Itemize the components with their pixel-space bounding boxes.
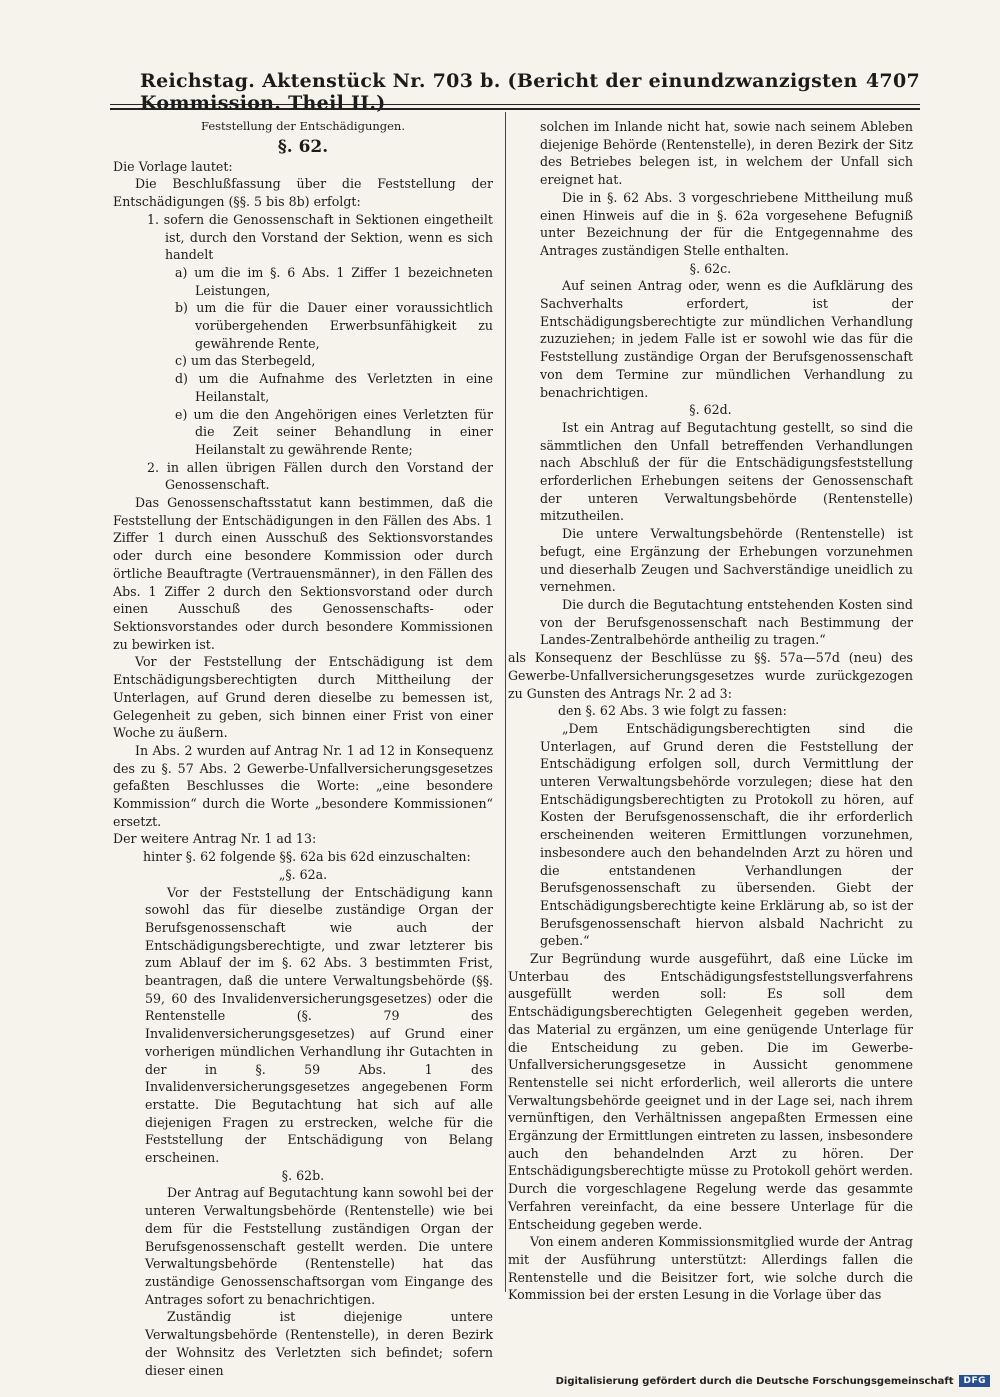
quoted-paragraph: Die untere Verwaltungsbehörde (Rentenstelle) ist befugt, eine Ergänzung der Erhebungen vorzunehmen und dieserhalb Zeugen und Sachverständige uneidlich zu vernehmen. <box>540 526 913 595</box>
text-paragraph: In Abs. 2 wurden auf Antrag Nr. 1 ad 12 in Konsequenz des zu §. 57 Abs. 2 Gewerbe-Unfallversicherungsgesetzes gefaßten Beschlusses die Worte: „eine besondere Kommission“ durch die Worte „besondere Kommissionen“ ersetzt. <box>113 742 493 829</box>
list-subitem: c) um das Sterbegeld, <box>175 353 316 369</box>
text-line: hinter §. 62 folgende §§. 62a bis 62d einzuschalten: <box>143 849 471 865</box>
list-item: 2. in allen übrigen Fällen durch den Vorstand der Genossenschaft. <box>147 459 493 493</box>
subsection-heading: §. 62d. <box>689 402 732 418</box>
running-title: Reichstag. Aktenstück Nr. 703 b. (Bericht der einundzwanzigsten Kommission. Theil II.) <box>140 70 858 114</box>
quoted-paragraph: Vor der Feststellung der Entschädigung kann sowohl das für dieselbe zuständige Organ der Berufsgenossenschaft wie auch der Entschädigungsberechtigte, und zwar letzterer bis zum Ablauf der im §. 62 Abs. 3 bestimmten Frist, beantragen, daß die untere Verwaltungsbehörde (§§. 59, 60 des Invalidenversicherungsgesetzes) oder die Rentenstelle (§. 79 des Invalidenversicherungsgesetzes) auf Grund einer vorherigen mündlichen Verhandlung ihr Gutachten in der in §. 59 Abs. 1 des Invalidenversicherungsgesetzes angegebenen Form erstatte. Die Begutachtung hat sich auf alle diejenigen Fragen zu erstrecken, welche für die Feststellung der Entschädigung von Belang erscheinen. <box>145 884 493 1166</box>
list-subitem: d) um die Aufnahme des Verletzten in eine Heilanstalt, <box>175 371 493 404</box>
quoted-paragraph: Der Antrag auf Begutachtung kann sowohl bei der unteren Verwaltungsbehörde (Rentenstelle) wie bei dem für die Feststellung zuständigen Organ der Berufsgenossenschaft gestellt werden. Die untere Verwaltungsbehörde (Rentenstelle) hat das zuständige Genossenschaftsorgan vom Eingange des Antrages sofort zu benachrichtigen. <box>145 1185 493 1307</box>
list-subitem: b) um die für die Dauer einer voraussichtlich vorübergehenden Erwerbsunfähigkeit zu gewährende Rente, <box>175 300 493 351</box>
quoted-paragraph: Die in §. 62 Abs. 3 vorgeschriebene Mittheilung muß einen Hinweis auf die in §. 62a vorgesehene Befugniß unter Bezeichnung der für die Entgegennahme des Antrages zuständigen Stelle enthalten. <box>540 189 913 258</box>
text-paragraph: Vor der Feststellung der Entschädigung ist dem Entschädigungsberechtigten durch Mittheilung der Unterlagen, auf Grund deren dieselbe zu bemessen ist, Gelegenheit zu geben, sich binnen einer Frist von einer Woche zu äußern. <box>113 654 493 741</box>
column-divider <box>505 112 506 1292</box>
page-number: 4707 <box>865 70 920 92</box>
dfg-logo: DFG <box>959 1375 990 1387</box>
list-item: 1. sofern die Genossenschaft in Sektionen eingetheilt ist, durch den Vorstand der Sektion, wenn es sich handelt <box>147 211 493 263</box>
text-line: Der weitere Antrag Nr. 1 ad 13: <box>113 831 317 847</box>
quoted-paragraph: Ist ein Antrag auf Begutachtung gestellt, so sind die sämmtlichen den Unfall betreffenden Verhandlungen nach Abschluß der für die Entschädigungsfeststellung erforderlichen Erhebungen seitens der Genossenschaft der unteren Verwaltungsbehörde (Rentenstelle) mitzutheilen. <box>540 419 913 524</box>
credit-text: Digitalisierung gefördert durch die Deutsche Forschungsgemeinschaft <box>555 1375 954 1387</box>
right-column <box>508 118 913 1304</box>
text-paragraph: Die Beschlußfassung über die Feststellung der Entschädigungen (§§. 5 bis 8b) erfolgt: <box>113 176 493 210</box>
left-column <box>113 118 493 1379</box>
quoted-paragraph: „Dem Entschädigungsberechtigten sind die Unterlagen, auf Grund deren die Feststellung der Entschädigung erfolgen soll, durch Vermittlung der unteren Verwaltungsbehörde vorzulegen; diese hat den Entschädigungsberechtigten zu Protokoll zu hören, auf Kosten der Berufsgenossenschaft, die ihr erforderlich erscheinenden weiteren Ermittlungen vorzunehmen, insbesondere auch den behandelnden Arzt zu hören und die entstandenen Verhandlungen der Berufsgenossenschaft zu übersenden. Giebt der Entschädigungsberechtigte keine Erklärung ab, so ist der Berufsgenossenschaft hiervon alsbald Nachricht zu geben.“ <box>540 720 913 949</box>
text-paragraph: Das Genossenschaftsstatut kann bestimmen, daß die Feststellung der Entschädigungen in den Fällen des Abs. 1 Ziffer 1 durch einen Ausschuß des Sektionsvorstandes oder durch eine besondere Kommission oder durch örtliche Beauftragte (Vertrauensmänner), in den Fällen des Abs. 1 Ziffer 2 durch den Sektionsvorstand oder durch einen Ausschuß des Genossenschafts- oder Sektionsvorstandes oder durch besondere Kommissionen zu bewirken ist. <box>113 495 493 652</box>
list-subitem: a) um die im §. 6 Abs. 1 Ziffer 1 bezeichneten Leistungen, <box>175 264 493 298</box>
subsection-heading: „§. 62a. <box>278 866 328 882</box>
page-header <box>140 70 920 114</box>
quoted-paragraph: Auf seinen Antrag oder, wenn es die Aufklärung des Sachverhalts erfordert, ist der Entschädigungsberechtigte zur mündlichen Verhandlung zuzuziehen; in jedem Falle ist er sowohl wie das für die Feststellung zuständige Organ der Berufsgenossenschaft von dem Termine zur mündlichen Verhandlung zu benachrichtigen. <box>540 278 913 400</box>
quoted-paragraph: solchen im Inlande nicht hat, sowie nach seinem Ableben diejenige Behörde (Rentenstelle), in deren Bezirk der Sitz des Betriebes belegen ist, in welchem der Unfall sich ereignet hat. <box>540 119 913 188</box>
section-heading: Feststellung der Entschädigungen. <box>201 119 405 133</box>
quoted-paragraph: Die durch die Begutachtung entstehenden Kosten sind von der Berufsgenossenschaft nach Bestimmung der Landes-Zentralbehörde antheilig zu tragen.“ <box>540 596 913 648</box>
list-subitem: e) um die den Angehörigen eines Verletzten für die Zeit seiner Behandlung in einer Heilanstalt zu gewährende Rente; <box>175 406 493 457</box>
digitization-credit <box>556 1373 990 1389</box>
subsection-heading: §. 62b. <box>281 1167 325 1183</box>
subsection-heading: §. 62c. <box>689 260 732 276</box>
paragraph-number: §. 62. <box>277 136 329 157</box>
header-rule <box>110 104 920 105</box>
header-rule-double <box>110 108 920 110</box>
text-paragraph: Zur Begründung wurde ausgeführt, daß eine Lücke im Unterbau des Entschädigungsfeststellungsverfahrens ausgefüllt werden soll: Es soll dem Entschädigungsberechtigten Gelegenheit gegeben werden, das Material zu ergänzen, um eine genügende Unterlage für die Entscheidung zu geben. Die im Gewerbe-Unfallversicherungsgesetze in Aussicht genommene Rentenstelle sei nicht erforderlich, weil allerorts die untere Verwaltungsbehörde geeignet und in der Lage sei, nach ihrem vernünftigen, den Verhältnissen angepaßten Ermessen eine Ergänzung der Ermittlungen eintreten zu lassen, insbesondere auch den behandelnden Arzt zu hören. Der Entschädigungsberechtigte müsse zu Protokoll gehört werden. Durch die vorgeschlagene Regelung werde das gesammte Verfahren vereinfacht, da eine bessere Unterlage für die Entscheidung gegeben werde. <box>508 951 913 1232</box>
quoted-paragraph: Zuständig ist diejenige untere Verwaltungsbehörde (Rentenstelle), in deren Bezirk der Wohnsitz des Verletzten sich befindet; sofern dieser einen <box>145 1309 493 1378</box>
text-paragraph: Von einem anderen Kommissionsmitglied wurde der Antrag mit der Ausführung unterstützt: Allerdings fallen die Rentenstelle und die Beisitzer fort, wie solche durch die Kommission bei der ersten Lesung in die Vorlage über das <box>508 1234 913 1303</box>
text-line: den §. 62 Abs. 3 wie folgt zu fassen: <box>558 703 787 719</box>
text-paragraph: als Konsequenz der Beschlüsse zu §§. 57a—57d (neu) des Gewerbe-Unfallversicherungsgesetzes wurde zurückgezogen zu Gunsten des Antrags Nr. 2 ad 3: <box>508 650 913 701</box>
text-line: Die Vorlage lautet: <box>113 158 233 174</box>
